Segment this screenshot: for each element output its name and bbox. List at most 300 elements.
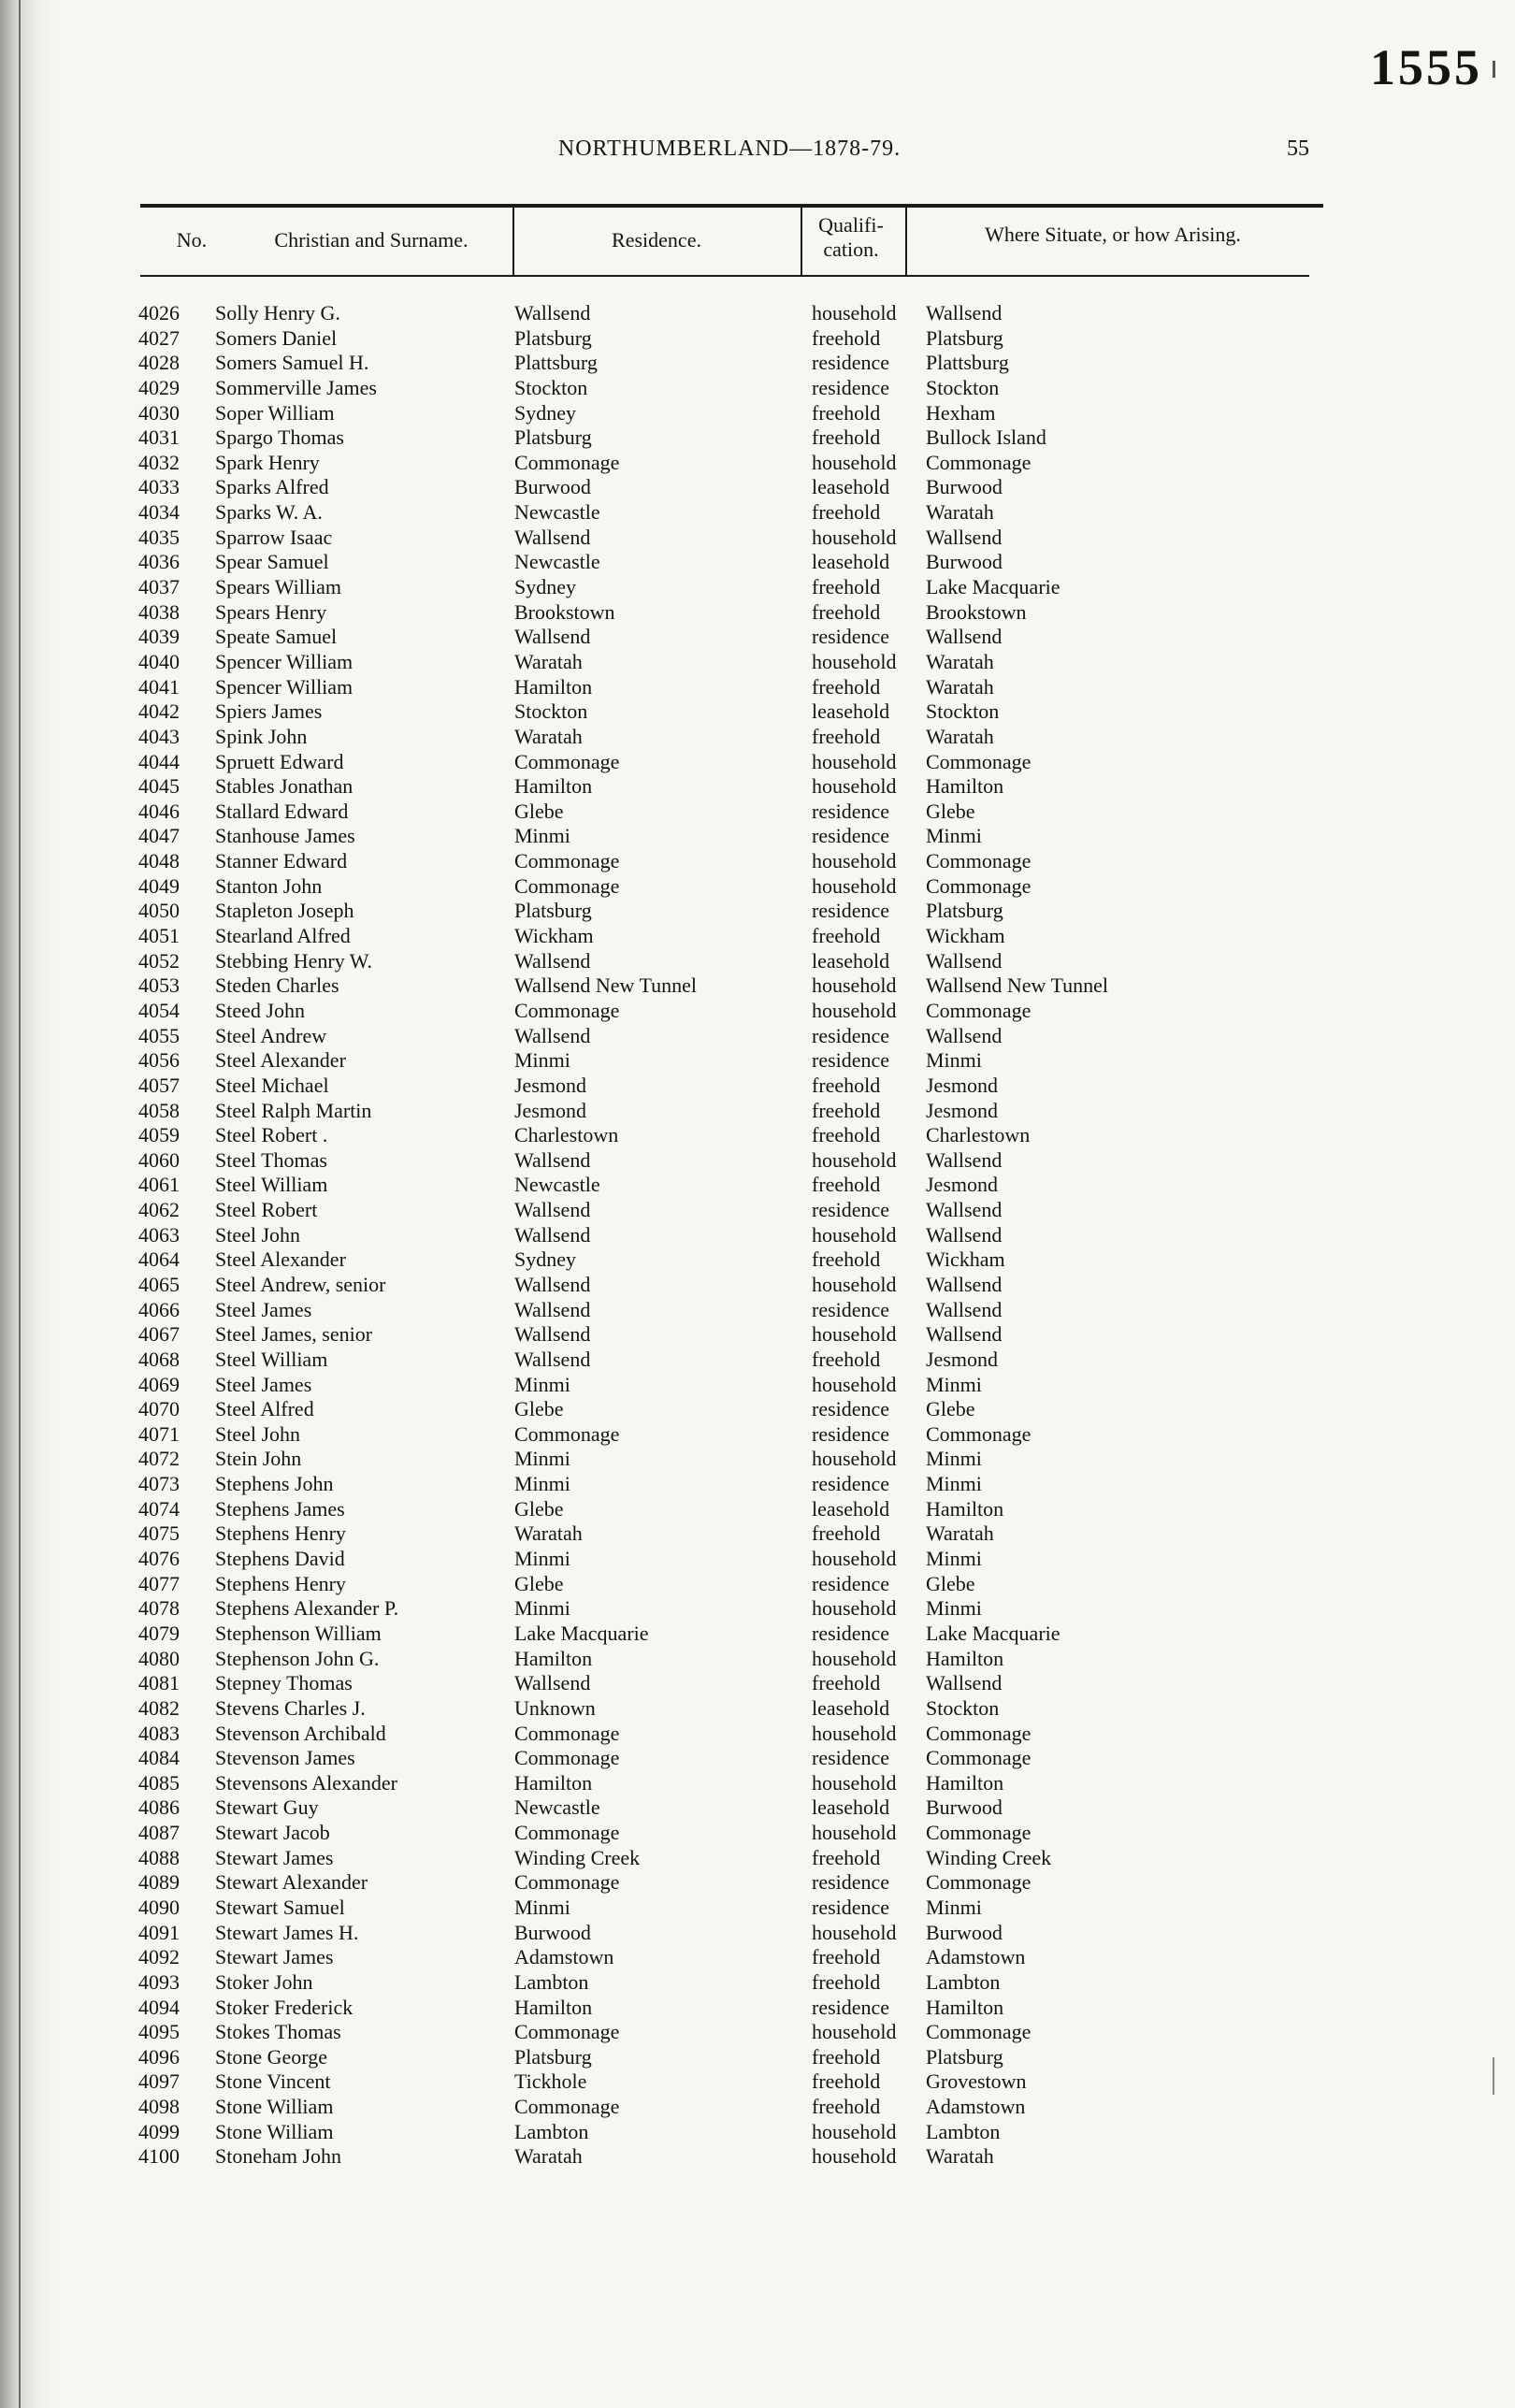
entry-qualification: freehold bbox=[812, 724, 881, 748]
entry-where-situate: Wallsend bbox=[926, 1198, 1003, 1222]
entry-qualification: household bbox=[812, 1646, 897, 1670]
entry-residence: Glebe bbox=[514, 799, 564, 823]
entry-residence: Hamilton bbox=[514, 774, 593, 799]
entry-name: Steel James bbox=[215, 1297, 312, 1321]
entry-residence: Platsburg bbox=[514, 325, 592, 350]
entry-where-situate: Stockton bbox=[926, 375, 1000, 399]
entry-residence: Burwood bbox=[514, 1920, 591, 1944]
entry-name: Stanhouse James bbox=[215, 824, 355, 848]
entry-residence: Hamilton bbox=[514, 674, 593, 699]
entry-where-situate: Waratah bbox=[926, 724, 994, 748]
entry-where-situate: Brookstown bbox=[926, 599, 1027, 624]
entry-qualification: household bbox=[812, 2020, 897, 2044]
entry-residence: Wallsend bbox=[514, 1023, 591, 1047]
entry-residence: Wallsend bbox=[514, 301, 591, 324]
entry-residence: Wallsend bbox=[514, 948, 591, 973]
table-row bbox=[131, 1622, 1347, 1647]
table-row bbox=[131, 1422, 1347, 1448]
entry-residence: Commonage bbox=[514, 2020, 620, 2044]
page-number: 55 bbox=[1287, 137, 1309, 161]
table-row bbox=[131, 1024, 1347, 1049]
entry-qualification: household bbox=[812, 1322, 897, 1347]
entry-residence: Burwood bbox=[514, 475, 591, 499]
entry-where-situate: Minmi bbox=[926, 1048, 982, 1073]
entry-qualification: household bbox=[812, 301, 897, 324]
entry-residence: Stockton bbox=[514, 375, 588, 399]
table-row bbox=[131, 999, 1347, 1024]
entry-where-situate: Wallsend bbox=[926, 525, 1003, 549]
entry-where-situate: Minmi bbox=[926, 1547, 982, 1571]
entry-residence: Sydney bbox=[514, 575, 576, 599]
entry-name: Spiers James bbox=[215, 699, 323, 724]
entry-where-situate: Minmi bbox=[926, 1447, 982, 1471]
entry-residence: Commonage bbox=[514, 873, 620, 898]
entry-qualification: household bbox=[812, 1721, 897, 1745]
entry-qualification: residence bbox=[812, 824, 890, 848]
entry-qualification: freehold bbox=[812, 1123, 881, 1147]
entry-name: Spencer William bbox=[215, 649, 354, 673]
entry-residence: Waratah bbox=[514, 649, 583, 673]
entry-name: Stephens Henry bbox=[215, 1521, 346, 1546]
entry-qualification: freehold bbox=[812, 2044, 881, 2069]
entry-name: Stone Vincent bbox=[215, 2069, 331, 2094]
entry-where-situate: Burwood bbox=[926, 550, 1003, 574]
entry-where-situate: Wallsend bbox=[926, 1147, 1003, 1172]
entry-qualification: residence bbox=[812, 375, 890, 399]
table-row bbox=[131, 2120, 1347, 2145]
entry-qualification: residence bbox=[812, 1621, 890, 1645]
table-row bbox=[131, 1996, 1347, 2021]
entry-qualification: household bbox=[812, 998, 897, 1022]
entry-residence: Jesmond bbox=[514, 1098, 586, 1122]
table-row bbox=[131, 1647, 1347, 1672]
entry-qualification: residence bbox=[812, 899, 890, 923]
table-row bbox=[131, 1223, 1347, 1248]
entry-where-situate: Adamstown bbox=[926, 2095, 1026, 2119]
entry-where-situate: Lake Macquarie bbox=[926, 1621, 1060, 1645]
entry-where-situate: Winding Creek bbox=[926, 1845, 1052, 1869]
table-row bbox=[131, 600, 1347, 626]
table-row bbox=[131, 725, 1347, 750]
table-row bbox=[131, 1322, 1347, 1348]
entry-number: 4031 bbox=[138, 425, 180, 450]
entry-qualification: freehold bbox=[812, 2095, 881, 2119]
entry-qualification: residence bbox=[812, 799, 890, 823]
entry-where-situate: Hamilton bbox=[926, 1770, 1004, 1795]
entry-qualification: residence bbox=[812, 1048, 890, 1073]
entry-name: Sparrow Isaac bbox=[215, 525, 333, 549]
entry-number: 4081 bbox=[138, 1671, 180, 1695]
entry-residence: Wallsend bbox=[514, 525, 591, 549]
table-row bbox=[131, 625, 1347, 650]
entry-where-situate: Commonage bbox=[926, 998, 1032, 1022]
table-row bbox=[131, 750, 1347, 775]
entry-qualification: leasehold bbox=[812, 1496, 890, 1521]
entry-residence: Waratah bbox=[514, 2144, 583, 2169]
entry-name: Spears Henry bbox=[215, 599, 327, 624]
table-row bbox=[131, 475, 1347, 500]
table-row bbox=[131, 1397, 1347, 1422]
entry-qualification: residence bbox=[812, 1397, 890, 1421]
entry-number: 4093 bbox=[138, 1969, 180, 1994]
entry-where-situate: Bullock Island bbox=[926, 425, 1046, 450]
entry-name: Steel Robert bbox=[215, 1198, 318, 1222]
entry-residence: Glebe bbox=[514, 1397, 564, 1421]
entry-residence: Newcastle bbox=[514, 550, 600, 574]
table-row bbox=[131, 800, 1347, 825]
entry-where-situate: Plattsburg bbox=[926, 351, 1009, 375]
entry-where-situate: Hexham bbox=[926, 400, 996, 425]
table-row bbox=[131, 1846, 1347, 1871]
column-header-where: Where Situate, or how Arising. bbox=[985, 223, 1241, 246]
entry-residence: Minmi bbox=[514, 1447, 570, 1471]
entry-where-situate: Commonage bbox=[926, 1421, 1032, 1446]
entry-qualification: household bbox=[812, 1547, 897, 1571]
entry-name: Stone William bbox=[215, 2119, 334, 2143]
table-row bbox=[131, 1247, 1347, 1273]
entry-where-situate: Waratah bbox=[926, 1521, 994, 1546]
table-row bbox=[131, 1696, 1347, 1722]
entry-name: Steel Andrew bbox=[215, 1023, 327, 1047]
entry-qualification: household bbox=[812, 1222, 897, 1247]
entry-name: Stevensons Alexander bbox=[215, 1770, 397, 1795]
entry-qualification: household bbox=[812, 2119, 897, 2143]
entry-residence: Commonage bbox=[514, 450, 620, 474]
entry-number: 4045 bbox=[138, 774, 180, 799]
table-row bbox=[131, 1521, 1347, 1547]
entry-number: 4037 bbox=[138, 575, 180, 599]
table-row bbox=[131, 1298, 1347, 1323]
entry-name: Stewart James bbox=[215, 1845, 334, 1869]
entry-name: Stewart Guy bbox=[215, 1795, 319, 1820]
entry-residence: Waratah bbox=[514, 1521, 583, 1546]
table-row bbox=[131, 326, 1347, 352]
table-row bbox=[131, 1821, 1347, 1846]
entry-residence: Commonage bbox=[514, 1721, 620, 1745]
entry-qualification: residence bbox=[812, 1571, 890, 1595]
entry-number: 4087 bbox=[138, 1821, 180, 1845]
entry-residence: Newcastle bbox=[514, 1173, 600, 1197]
entry-residence: Adamstown bbox=[514, 1945, 614, 1969]
table-row bbox=[131, 425, 1347, 451]
entry-residence: Commonage bbox=[514, 749, 620, 773]
table-row bbox=[131, 924, 1347, 949]
entry-where-situate: Waratah bbox=[926, 2144, 994, 2169]
table-row bbox=[131, 1596, 1347, 1622]
entry-where-situate: Burwood bbox=[926, 475, 1003, 499]
entry-qualification: household bbox=[812, 1596, 897, 1621]
entry-where-situate: Waratah bbox=[926, 674, 994, 699]
table-row bbox=[131, 1547, 1347, 1572]
entry-number: 4062 bbox=[138, 1198, 180, 1222]
entry-residence: Commonage bbox=[514, 1746, 620, 1770]
entry-name: Steel James bbox=[215, 1372, 312, 1396]
entry-residence: Lambton bbox=[514, 1969, 589, 1994]
entry-qualification: household bbox=[812, 849, 897, 873]
entry-number: 4036 bbox=[138, 550, 180, 574]
entry-qualification: freehold bbox=[812, 400, 881, 425]
column-header-no: No. bbox=[176, 228, 208, 252]
table-row bbox=[131, 2045, 1347, 2070]
entry-qualification: freehold bbox=[812, 1247, 881, 1272]
entry-residence: Platsburg bbox=[514, 2044, 592, 2069]
entry-qualification: household bbox=[812, 1821, 897, 1845]
entry-number: 4058 bbox=[138, 1098, 180, 1122]
entry-residence: Wallsend bbox=[514, 1671, 591, 1695]
entry-where-situate: Minmi bbox=[926, 1372, 982, 1396]
entry-number: 4060 bbox=[138, 1147, 180, 1172]
table-row bbox=[131, 1497, 1347, 1522]
folio-stamp: 1555 bbox=[1370, 39, 1482, 95]
table-row bbox=[131, 2020, 1347, 2045]
entry-qualification: household bbox=[812, 1770, 897, 1795]
table-row bbox=[131, 1123, 1347, 1148]
entry-name: Steel Ralph Martin bbox=[215, 1098, 372, 1122]
entry-where-situate: Commonage bbox=[926, 849, 1032, 873]
entry-where-situate: Lambton bbox=[926, 1969, 1001, 1994]
entry-name: Steel Alfred bbox=[215, 1397, 314, 1421]
entry-number: 4079 bbox=[138, 1621, 180, 1645]
entry-number: 4041 bbox=[138, 674, 180, 699]
table-row bbox=[131, 1148, 1347, 1174]
entry-where-situate: Jesmond bbox=[926, 1173, 998, 1197]
entry-name: Somers Samuel H. bbox=[215, 351, 369, 375]
entry-number: 4032 bbox=[138, 450, 180, 474]
entry-residence: Wallsend bbox=[514, 625, 591, 649]
entry-number: 4083 bbox=[138, 1721, 180, 1745]
entry-number: 4061 bbox=[138, 1173, 180, 1197]
entry-qualification: residence bbox=[812, 1297, 890, 1321]
entry-qualification: household bbox=[812, 873, 897, 898]
entry-name: Stevenson James bbox=[215, 1746, 355, 1770]
entry-name: Stephens Henry bbox=[215, 1571, 346, 1595]
entry-number: 4078 bbox=[138, 1596, 180, 1621]
table-row bbox=[131, 899, 1347, 924]
entry-name: Stephenson John G. bbox=[215, 1646, 380, 1670]
entry-name: Stanton John bbox=[215, 873, 323, 898]
entry-where-situate: Lake Macquarie bbox=[926, 575, 1060, 599]
scan-mark bbox=[1493, 2057, 1494, 2095]
entry-residence: Commonage bbox=[514, 1421, 620, 1446]
entry-where-situate: Jesmond bbox=[926, 1347, 998, 1371]
entry-residence: Minmi bbox=[514, 824, 570, 848]
table-row bbox=[131, 1572, 1347, 1597]
entry-residence: Platsburg bbox=[514, 425, 592, 450]
entry-qualification: residence bbox=[812, 625, 890, 649]
entry-where-situate: Platsburg bbox=[926, 2044, 1003, 2069]
entry-where-situate: Charlestown bbox=[926, 1123, 1031, 1147]
entry-name: Steed John bbox=[215, 998, 305, 1022]
table-row bbox=[131, 1173, 1347, 1198]
entry-where-situate: Burwood bbox=[926, 1795, 1003, 1820]
entry-number: 4088 bbox=[138, 1845, 180, 1869]
entry-number: 4047 bbox=[138, 824, 180, 848]
entry-where-situate: Wallsend bbox=[926, 625, 1003, 649]
entry-where-situate: Wallsend New Tunnel bbox=[926, 973, 1109, 998]
entry-residence: Lake Macquarie bbox=[514, 1621, 649, 1645]
entry-where-situate: Wallsend bbox=[926, 948, 1003, 973]
entry-qualification: freehold bbox=[812, 325, 881, 350]
entry-number: 4042 bbox=[138, 699, 180, 724]
entry-number: 4092 bbox=[138, 1945, 180, 1969]
entry-residence: Hamilton bbox=[514, 1995, 593, 2019]
table-row bbox=[131, 675, 1347, 700]
entry-name: Stevens Charles J. bbox=[215, 1695, 366, 1720]
entry-name: Spink John bbox=[215, 724, 308, 748]
entry-where-situate: Glebe bbox=[926, 1571, 975, 1595]
page-title: NORTHUMBERLAND—1878-79. bbox=[557, 137, 902, 161]
entry-qualification: residence bbox=[812, 1896, 890, 1919]
entry-qualification: residence bbox=[812, 1995, 890, 2019]
entry-qualification: residence bbox=[812, 351, 890, 375]
entry-name: Stoneham John bbox=[215, 2144, 342, 2169]
entry-residence: Wallsend bbox=[514, 1272, 591, 1296]
table-row bbox=[131, 301, 1347, 326]
entry-number: 4077 bbox=[138, 1571, 180, 1595]
entry-qualification: freehold bbox=[812, 2069, 881, 2094]
entry-where-situate: Wallsend bbox=[926, 1297, 1003, 1321]
entry-number: 4057 bbox=[138, 1073, 180, 1097]
entry-residence: Jesmond bbox=[514, 1073, 586, 1097]
entry-name: Stanner Edward bbox=[215, 849, 348, 873]
entry-number: 4072 bbox=[138, 1447, 180, 1471]
entry-qualification: freehold bbox=[812, 575, 881, 599]
entry-name: Steel John bbox=[215, 1222, 301, 1247]
entry-number: 4095 bbox=[138, 2020, 180, 2044]
entry-where-situate: Waratah bbox=[926, 649, 994, 673]
entry-number: 4029 bbox=[138, 375, 180, 399]
entry-name: Stewart Alexander bbox=[215, 1870, 368, 1895]
entry-number: 4059 bbox=[138, 1123, 180, 1147]
entry-where-situate: Stockton bbox=[926, 1695, 1000, 1720]
table-row bbox=[131, 1722, 1347, 1747]
entry-where-situate: Wallsend bbox=[926, 1322, 1003, 1347]
entry-residence: Sydney bbox=[514, 1247, 576, 1272]
entry-number: 4033 bbox=[138, 475, 180, 499]
entry-where-situate: Hamilton bbox=[926, 1995, 1004, 2019]
entry-name: Stewart Jacob bbox=[215, 1821, 330, 1845]
entry-name: Spear Samuel bbox=[215, 550, 329, 574]
entry-number: 4091 bbox=[138, 1920, 180, 1944]
table-header-rule bbox=[140, 275, 1309, 277]
entry-where-situate: Wallsend bbox=[926, 1272, 1003, 1296]
entry-qualification: household bbox=[812, 973, 897, 998]
entry-where-situate: Wickham bbox=[926, 924, 1005, 948]
entry-qualification: freehold bbox=[812, 1521, 881, 1546]
entry-where-situate: Commonage bbox=[926, 749, 1032, 773]
entry-number: 4082 bbox=[138, 1695, 180, 1720]
entry-name: Steel John bbox=[215, 1421, 301, 1446]
entry-number: 4063 bbox=[138, 1222, 180, 1247]
entry-residence: Minmi bbox=[514, 1547, 570, 1571]
entry-qualification: freehold bbox=[812, 1347, 881, 1371]
entry-qualification: residence bbox=[812, 1198, 890, 1222]
entry-name: Stephens David bbox=[215, 1547, 345, 1571]
table-row bbox=[131, 699, 1347, 725]
table-row bbox=[131, 650, 1347, 675]
entry-name: Steel Alexander bbox=[215, 1048, 346, 1073]
entry-qualification: household bbox=[812, 2144, 897, 2169]
table-row bbox=[131, 1472, 1347, 1497]
entry-residence: Minmi bbox=[514, 1896, 570, 1919]
entry-name: Steel Thomas bbox=[215, 1147, 327, 1172]
entry-name: Stewart James bbox=[215, 1945, 334, 1969]
entry-number: 4027 bbox=[138, 325, 180, 350]
entry-name: Stephenson William bbox=[215, 1621, 382, 1645]
entry-residence: Unknown bbox=[514, 1695, 596, 1720]
table-row bbox=[131, 849, 1347, 874]
entry-residence: Winding Creek bbox=[514, 1845, 641, 1869]
entry-where-situate: Jesmond bbox=[926, 1073, 998, 1097]
column-divider bbox=[512, 204, 514, 277]
entry-number: 4074 bbox=[138, 1496, 180, 1521]
table-row bbox=[131, 2069, 1347, 2095]
entry-qualification: residence bbox=[812, 1472, 890, 1496]
entry-where-situate: Adamstown bbox=[926, 1945, 1026, 1969]
entry-name: Sparks W. A. bbox=[215, 500, 323, 525]
entry-number: 4043 bbox=[138, 724, 180, 748]
entry-number: 4050 bbox=[138, 899, 180, 923]
entry-residence: Hamilton bbox=[514, 1770, 593, 1795]
entry-residence: Minmi bbox=[514, 1596, 570, 1621]
entry-qualification: freehold bbox=[812, 599, 881, 624]
entry-number: 4048 bbox=[138, 849, 180, 873]
entry-qualification: leasehold bbox=[812, 948, 890, 973]
table-row bbox=[131, 575, 1347, 600]
entry-residence: Glebe bbox=[514, 1571, 564, 1595]
scan-mark bbox=[1493, 61, 1495, 78]
entry-name: Soper William bbox=[215, 400, 335, 425]
table-row bbox=[131, 451, 1347, 476]
entry-residence: Lambton bbox=[514, 2119, 589, 2143]
table-row bbox=[131, 1348, 1347, 1373]
entry-number: 4056 bbox=[138, 1048, 180, 1073]
entry-residence: Wallsend bbox=[514, 1222, 591, 1247]
entry-where-situate: Commonage bbox=[926, 1870, 1032, 1895]
entry-name: Steel William bbox=[215, 1173, 328, 1197]
table-row bbox=[131, 2144, 1347, 2170]
entry-where-situate: Platsburg bbox=[926, 899, 1003, 923]
entry-number: 4038 bbox=[138, 599, 180, 624]
entry-number: 4053 bbox=[138, 973, 180, 998]
entry-residence: Wickham bbox=[514, 924, 594, 948]
table-row bbox=[131, 1447, 1347, 1472]
table-row bbox=[131, 1099, 1347, 1124]
entry-qualification: freehold bbox=[812, 1073, 881, 1097]
entry-name: Stevenson Archibald bbox=[215, 1721, 386, 1745]
entry-name: Stoker John bbox=[215, 1969, 313, 1994]
entry-number: 4049 bbox=[138, 873, 180, 898]
entry-qualification: freehold bbox=[812, 1098, 881, 1122]
entry-number: 4067 bbox=[138, 1322, 180, 1347]
entry-where-situate: Commonage bbox=[926, 1721, 1032, 1745]
entry-name: Stepney Thomas bbox=[215, 1671, 353, 1695]
entry-where-situate: Waratah bbox=[926, 500, 994, 525]
entry-name: Stephens Alexander P. bbox=[215, 1596, 399, 1621]
entry-residence: Minmi bbox=[514, 1048, 570, 1073]
entry-number: 4046 bbox=[138, 799, 180, 823]
table-row bbox=[131, 2095, 1347, 2120]
entry-qualification: residence bbox=[812, 1870, 890, 1895]
column-header-qualification: Qualifi- cation. bbox=[818, 213, 884, 261]
entry-name: Stewart James H. bbox=[215, 1920, 359, 1944]
column-divider bbox=[905, 204, 907, 277]
entry-name: Spargo Thomas bbox=[215, 425, 344, 450]
entry-qualification: residence bbox=[812, 1023, 890, 1047]
entry-name: Spears William bbox=[215, 575, 341, 599]
entry-where-situate: Commonage bbox=[926, 2020, 1032, 2044]
entry-name: Steel William bbox=[215, 1347, 328, 1371]
